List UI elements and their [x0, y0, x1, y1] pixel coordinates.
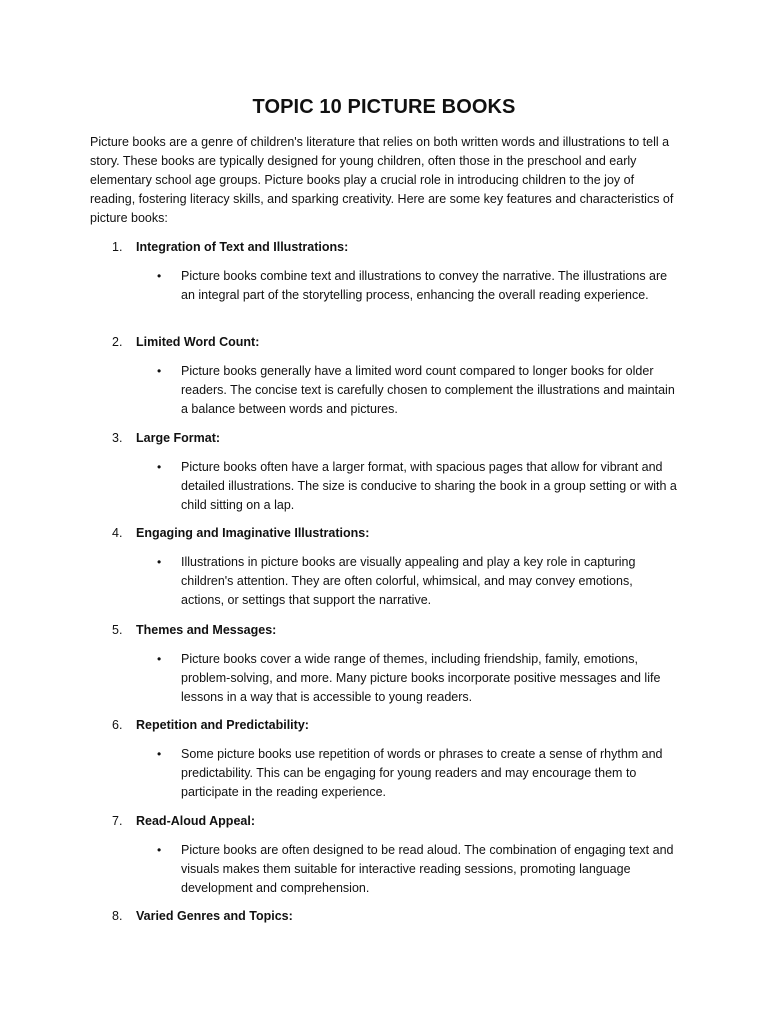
bullet-icon: •: [157, 652, 162, 666]
item-description: Picture books often have a larger format, with spacious pages that allow for vibrant and detailed illustrations. The size is conducive to sharing the book in a group setting or with a child sitting on a lap.: [181, 460, 677, 512]
item-heading: Integration of Text and Illustrations:: [136, 240, 349, 254]
item-number: 4.: [112, 526, 123, 540]
item-description: Picture books combine text and illustrations to convey the narrative. The illustrations are an integral part of the storytelling process, enhancing the overall reading experience.: [181, 269, 668, 302]
item-heading: Repetition and Predictability:: [136, 718, 309, 732]
bullet-icon: •: [157, 269, 162, 283]
item-description: Illustrations in picture books are visually appealing and play a key role in capturing children's attention. They are often colorful, whimsical, and may convey emotions, actions, or settings that support the narrative.: [181, 555, 636, 607]
item-number: 6.: [112, 718, 123, 732]
item-number: 8.: [112, 909, 123, 923]
intro-paragraph: Picture books are a genre of children's literature that relies on both written words and illustrations to tell a story. These books are typically designed for young children, often those in the preschool and early elementary school age groups. Picture books play a crucial role in introducing children to the joy of reading, fostering literacy skills, and sparking creativity. Here are some key features and characteristics of picture books:: [90, 135, 674, 225]
item-heading: Themes and Messages:: [136, 623, 277, 637]
item-description: Some picture books use repetition of words or phrases to create a sense of rhythm and predictability. This can be engaging for young readers and may encourage them to participate in the reading experience.: [181, 747, 663, 799]
item-number: 3.: [112, 431, 123, 445]
item-description: Picture books cover a wide range of themes, including friendship, family, emotions, problem-solving, and more. Many picture books incorporate positive messages and life lessons in a way that is accessible to young readers.: [181, 652, 661, 704]
item-number: 1.: [112, 240, 123, 254]
bullet-icon: •: [157, 555, 162, 569]
item-heading: Limited Word Count:: [136, 335, 260, 349]
item-heading: Engaging and Imaginative Illustrations:: [136, 526, 370, 540]
item-number: 7.: [112, 814, 123, 828]
item-description: Picture books are often designed to be read aloud. The combination of engaging text and visuals makes them suitable for interactive reading sessions, promoting language development and comprehension.: [181, 843, 674, 895]
bullet-icon: •: [157, 843, 162, 857]
item-heading: Large Format:: [136, 431, 221, 445]
item-number: 2.: [112, 335, 123, 349]
page-title: TOPIC 10 PICTURE BOOKS: [252, 96, 516, 118]
item-description: Picture books generally have a limited word count compared to longer books for older readers. The concise text is carefully chosen to complement the illustrations and maintain a balance between words and pictures.: [181, 364, 675, 416]
item-heading: Varied Genres and Topics:: [136, 909, 293, 923]
bullet-icon: •: [157, 364, 162, 378]
bullet-icon: •: [157, 460, 162, 474]
item-number: 5.: [112, 623, 123, 637]
bullet-icon: •: [157, 747, 162, 761]
item-heading: Read-Aloud Appeal:: [136, 814, 255, 828]
